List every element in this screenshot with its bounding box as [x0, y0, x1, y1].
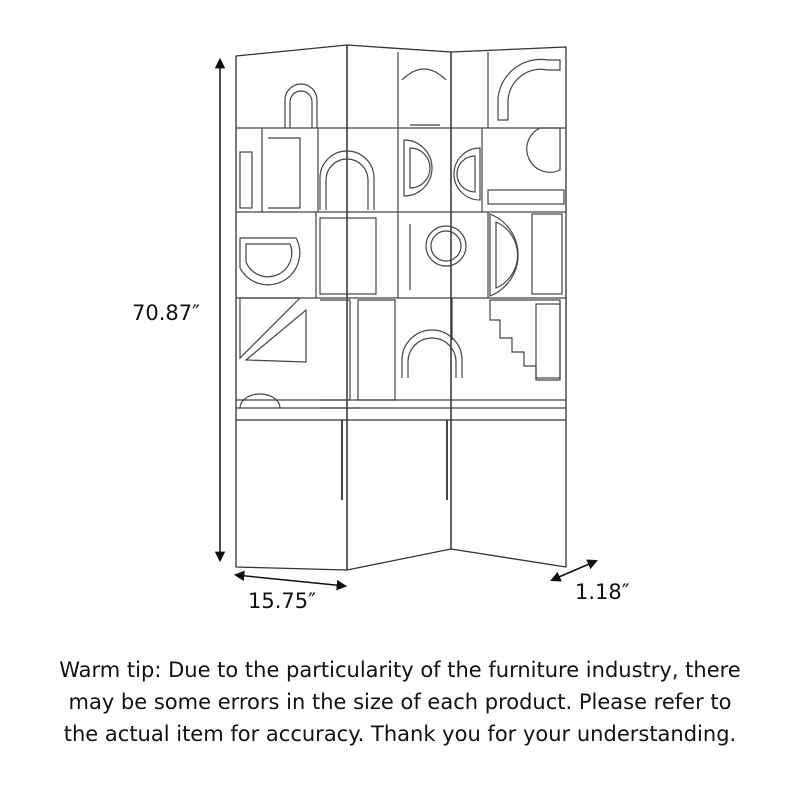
depth-dimension-arrow: [552, 561, 596, 580]
warm-tip-text: [10, 654, 790, 750]
right-panel: [451, 47, 566, 567]
height-dimension-label: 70.87″: [132, 301, 200, 325]
geometric-relief-pattern: [236, 52, 566, 408]
warm-tip-line: may be some errors in the size of each product. Please refer to: [68, 690, 732, 714]
warm-tip-line: Warm tip: Due to the particularity of the furniture industry, there: [59, 658, 741, 682]
left-panel: [236, 45, 347, 570]
width-dimension-label: 15.75″: [248, 589, 316, 613]
depth-dimension-label: 1.18″: [575, 580, 630, 604]
warm-tip-line: the actual item for accuracy. Thank you for your understanding.: [63, 722, 737, 746]
middle-panel: [347, 45, 451, 570]
width-dimension-arrow: [236, 575, 345, 586]
